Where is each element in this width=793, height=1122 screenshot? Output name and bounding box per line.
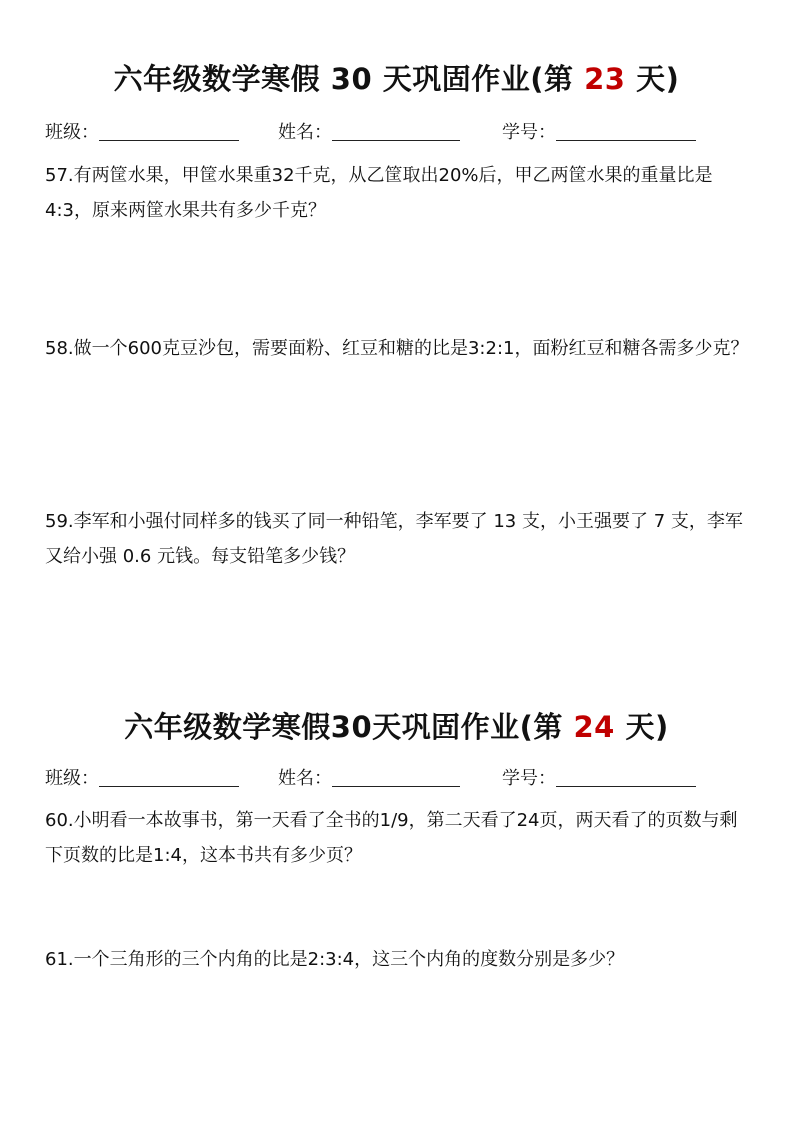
title-prefix: 六年级数学寒假 30 天巩固作业(第 [113,62,574,96]
day-number: 23 [584,62,626,96]
question-59: 59.李军和小强付同样多的钱买了同一种铅笔，李军要了 13 支，小王强要了 7 支，李军又给小强 0.6 元钱。每支铅笔多少钱？ [45,511,743,567]
name-field [278,764,460,790]
title-suffix: 天) [636,62,680,96]
title-prefix: 六年级数学寒假30天巩固作业(第 [124,710,563,744]
day-number: 24 [573,710,615,744]
class-blank[interactable] [99,122,239,141]
class-blank[interactable] [99,768,239,787]
page-title-day-24 [0,705,793,746]
title-suffix: 天) [625,710,669,744]
student-id-blank[interactable] [556,122,696,141]
name-blank[interactable] [332,122,460,141]
name-blank[interactable] [332,768,460,787]
student-id-label: 学号： [502,122,556,143]
class-label: 班级： [45,768,99,789]
student-id-field [502,118,696,144]
name-label: 姓名： [278,122,332,143]
student-id-field [502,764,696,790]
student-id-blank[interactable] [556,768,696,787]
page-title-day-23 [0,57,793,98]
student-info-row [45,118,755,148]
question-58: 58.做一个600克豆沙包，需要面粉、红豆和糖的比是3:2:1，面粉红豆和糖各需多少克？ [45,338,749,359]
question-61: 61.一个三角形的三个内角的比是2:3:4，这三个内角的度数分别是多少？ [45,949,625,970]
class-field [45,764,239,790]
name-field [278,118,460,144]
class-label: 班级： [45,122,99,143]
name-label: 姓名： [278,768,332,789]
class-field [45,118,239,144]
question-60: 60.小明看一本故事书，第一天看了全书的1/9，第二天看了24页，两天看了的页数与剩下页数的比是1:4，这本书共有多少页？ [45,810,738,866]
student-info-row [45,764,755,794]
question-57: 57.有两筐水果，甲筐水果重32千克，从乙筐取出20%后，甲乙两筐水果的重量比是4:3，原来两筐水果共有多少千克？ [45,165,713,221]
student-id-label: 学号： [502,768,556,789]
